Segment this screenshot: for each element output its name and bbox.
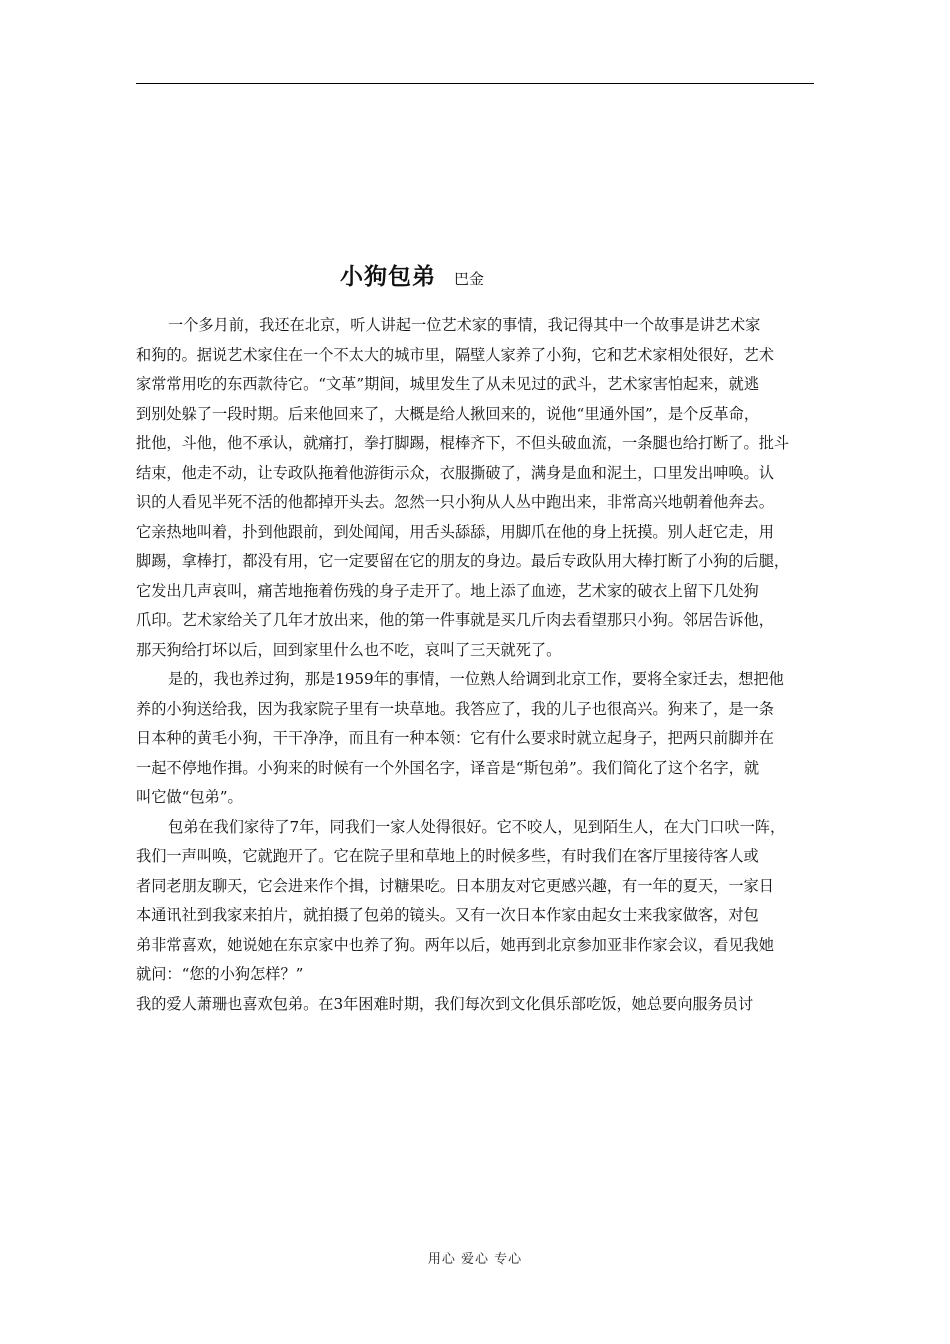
paragraph-1-line: 和狗的。据说艺术家住在一个不太大的城市里，隔壁人家养了小狗，它和艺术家相处很好，艺术	[136, 345, 774, 364]
paragraph-3-line: 就问：“您的小狗怎样？”	[136, 965, 304, 983]
paragraph-2-line: 养的小狗送给我，因为我家院子里有一块草地。我答应了，我的儿子也很高兴。狗来了，是一条	[136, 699, 774, 718]
paragraph-1-line: 那天狗给打坏以后，回到家里什么也不吃，哀叫了三天就死了。	[136, 640, 562, 659]
title-block	[340, 258, 484, 292]
paragraph-1-line: 结束，他走不动，让专政队拖着他游街示众，衣服撕破了，满身是血和泥土，口里发出呻唤。认	[136, 463, 774, 482]
paragraph-1-line: 批他，斗他，他不承认，就痛打，拳打脚踢，棍棒齐下，不但头破血流，一条腿也给打断了。批斗	[136, 434, 790, 452]
paragraph-1-line: 它亲热地叫着，扑到他跟前，到处闻闻，用舌头舔舔，用脚爪在他的身上抚摸。别人赶它走，用	[136, 522, 774, 541]
document-title: 小狗包弟	[340, 263, 436, 290]
document-author: 巴金	[454, 270, 485, 288]
paragraph-2-line: 叫它做“包弟”。	[136, 788, 243, 806]
paragraph-1-line: 爪印。艺术家给关了几年才放出来，他的第一件事就是买几斤肉去看望那只小狗。邻居告诉他，	[136, 611, 774, 629]
paragraph-3-line: 者同老朋友聊天，它会进来作个揖，讨糖果吃。日本朋友对它更感兴趣，有一年的夏天，一家日	[136, 876, 774, 895]
paragraph-3-line: 本通讯社到我家来拍片，就拍摄了包弟的镜头。又有一次日本作家由起女士来我家做客，对包	[136, 906, 759, 924]
page-footer: 用心 爱心 专心	[427, 1252, 523, 1267]
paragraph-3-line: 我们一声叫唤，它就跑开了。它在院子里和草地上的时候多些，有时我们在客厅里接待客人或	[136, 847, 759, 865]
paragraph-2-line: 日本种的黄毛小狗，干干净净，而且有一种本领：它有什么要求时就立起身子，把两只前脚并在	[136, 729, 774, 747]
paragraph-2-line: 一起不停地作揖。小狗来的时候有一个外国名字，译音是“斯包弟”。我们简化了这个名字，就	[136, 758, 760, 777]
header-rule	[136, 83, 814, 84]
paragraph-1-line: 它发出几声哀叫，痛苦地拖着伤残的身子走开了。地上添了血迹，艺术家的破衣上留下几处狗	[136, 581, 759, 600]
paragraph-1-line: 家常常用吃的东西款待它。“文革”期间，城里发生了从未见过的武斗，艺术家害怕起来，就逃	[136, 375, 760, 393]
paragraph-1-line: 一个多月前，我还在北京，听人讲起一位艺术家的事情，我记得其中一个故事是讲艺术家	[168, 316, 761, 334]
paragraph-1-line: 到别处躲了一段时期。后来他回来了，大概是给人揪回来的，说他“里通外国”，是个反革命，	[136, 404, 760, 423]
paragraph-3-line: 弟非常喜欢，她说她在东京家中也养了狗。两年以后，她再到北京参加亚非作家会议，看见我她	[136, 935, 774, 954]
paragraph-4-line: 我的爱人萧珊也喜欢包弟。在3年困难时期，我们每次到文化俱乐部吃饭，她总要向服务员讨	[136, 994, 754, 1013]
paragraph-2-line: 是的，我也养过狗，那是1959年的事情，一位熟人给调到北京工作，要将全家迁去，想把他	[168, 670, 784, 688]
paragraph-1-line: 识的人看见半死不活的他都掉开头去。忽然一只小狗从人丛中跑出来，非常高兴地朝着他奔去。	[136, 493, 774, 511]
body-text	[136, 311, 816, 1019]
paragraph-1-line: 脚踢，拿棒打，都没有用，它一定要留在它的朋友的身边。最后专政队用大棒打断了小狗的后腿，	[136, 552, 790, 570]
paragraph-3-line: 包弟在我们家待了7年，同我们一家人处得很好。它不咬人，见到陌生人，在大门口吠一阵，	[168, 817, 786, 836]
